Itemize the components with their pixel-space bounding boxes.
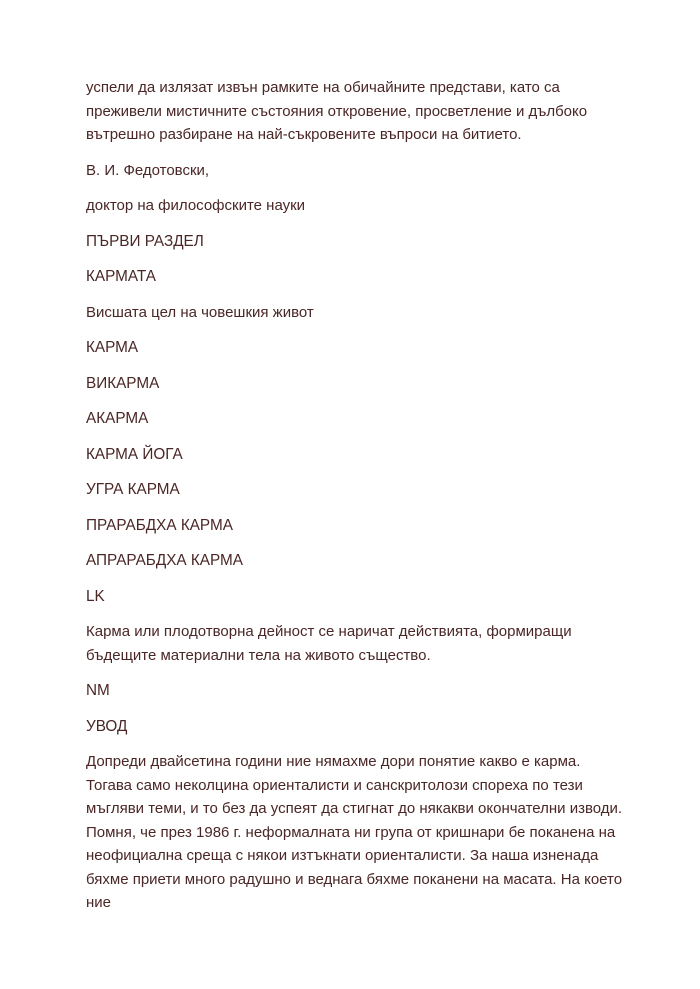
introduction-paragraph: Допреди двайсетина години ние нямахме дори понятие какво е карма. Тогава само неколцина ориенталисти и санскритолози спореха по тези мъгляви теми, и то без да успеят да стигнат до някакви окончателни изводи. Помня, че през 1986 г. неформалната ни група от кришнари бе поканена на неофициална среща с някои изтъкнати ориенталисти. За наша изненада бяхме приети много радушно и веднага бяхме поканени на масата. На което ние [86,753,623,911]
section-heading: ПЪРВИ РАЗДЕЛ [86,232,204,250]
author-name: В. И. Федотовски, [86,161,210,179]
document-body [86,76,626,927]
toc-item-prarabdha-karma: ПРАРАБДХА КАРМА [86,516,233,534]
toc-item-vikarma: ВИКАРМА [86,374,160,392]
intro-paragraph: успели да излязат извън рамките на обичайните представи, като са преживели мистичните състояния откровение, просветление и дълбоко вътрешно разбиране на най-съкровените въпроси на битието. [86,79,588,143]
marker-nm: NM [86,682,110,699]
toc-item-ugra-karma: УГРА КАРМА [86,481,180,498]
author-title: доктор на философските науки [86,197,306,214]
karma-definition: Карма или плодотворна дейност се наричат действията, формиращи бъдещите материални тела на живото същество. [86,623,572,664]
toc-item-akarma: АКАРМА [86,410,149,427]
chapter-heading: КАРМАТА [86,268,156,285]
toc-item-karma: КАРМА [86,339,139,356]
chapter-subtitle: Висшата цел на човешкия живот [86,303,314,321]
toc-item-karma-yoga: КАРМА ЙОГА [86,445,183,463]
marker-lk: LK [86,587,105,605]
introduction-heading: УВОД [86,717,128,735]
toc-item-aprarabdha-karma: АПРАРАБДХА КАРМА [86,552,243,569]
